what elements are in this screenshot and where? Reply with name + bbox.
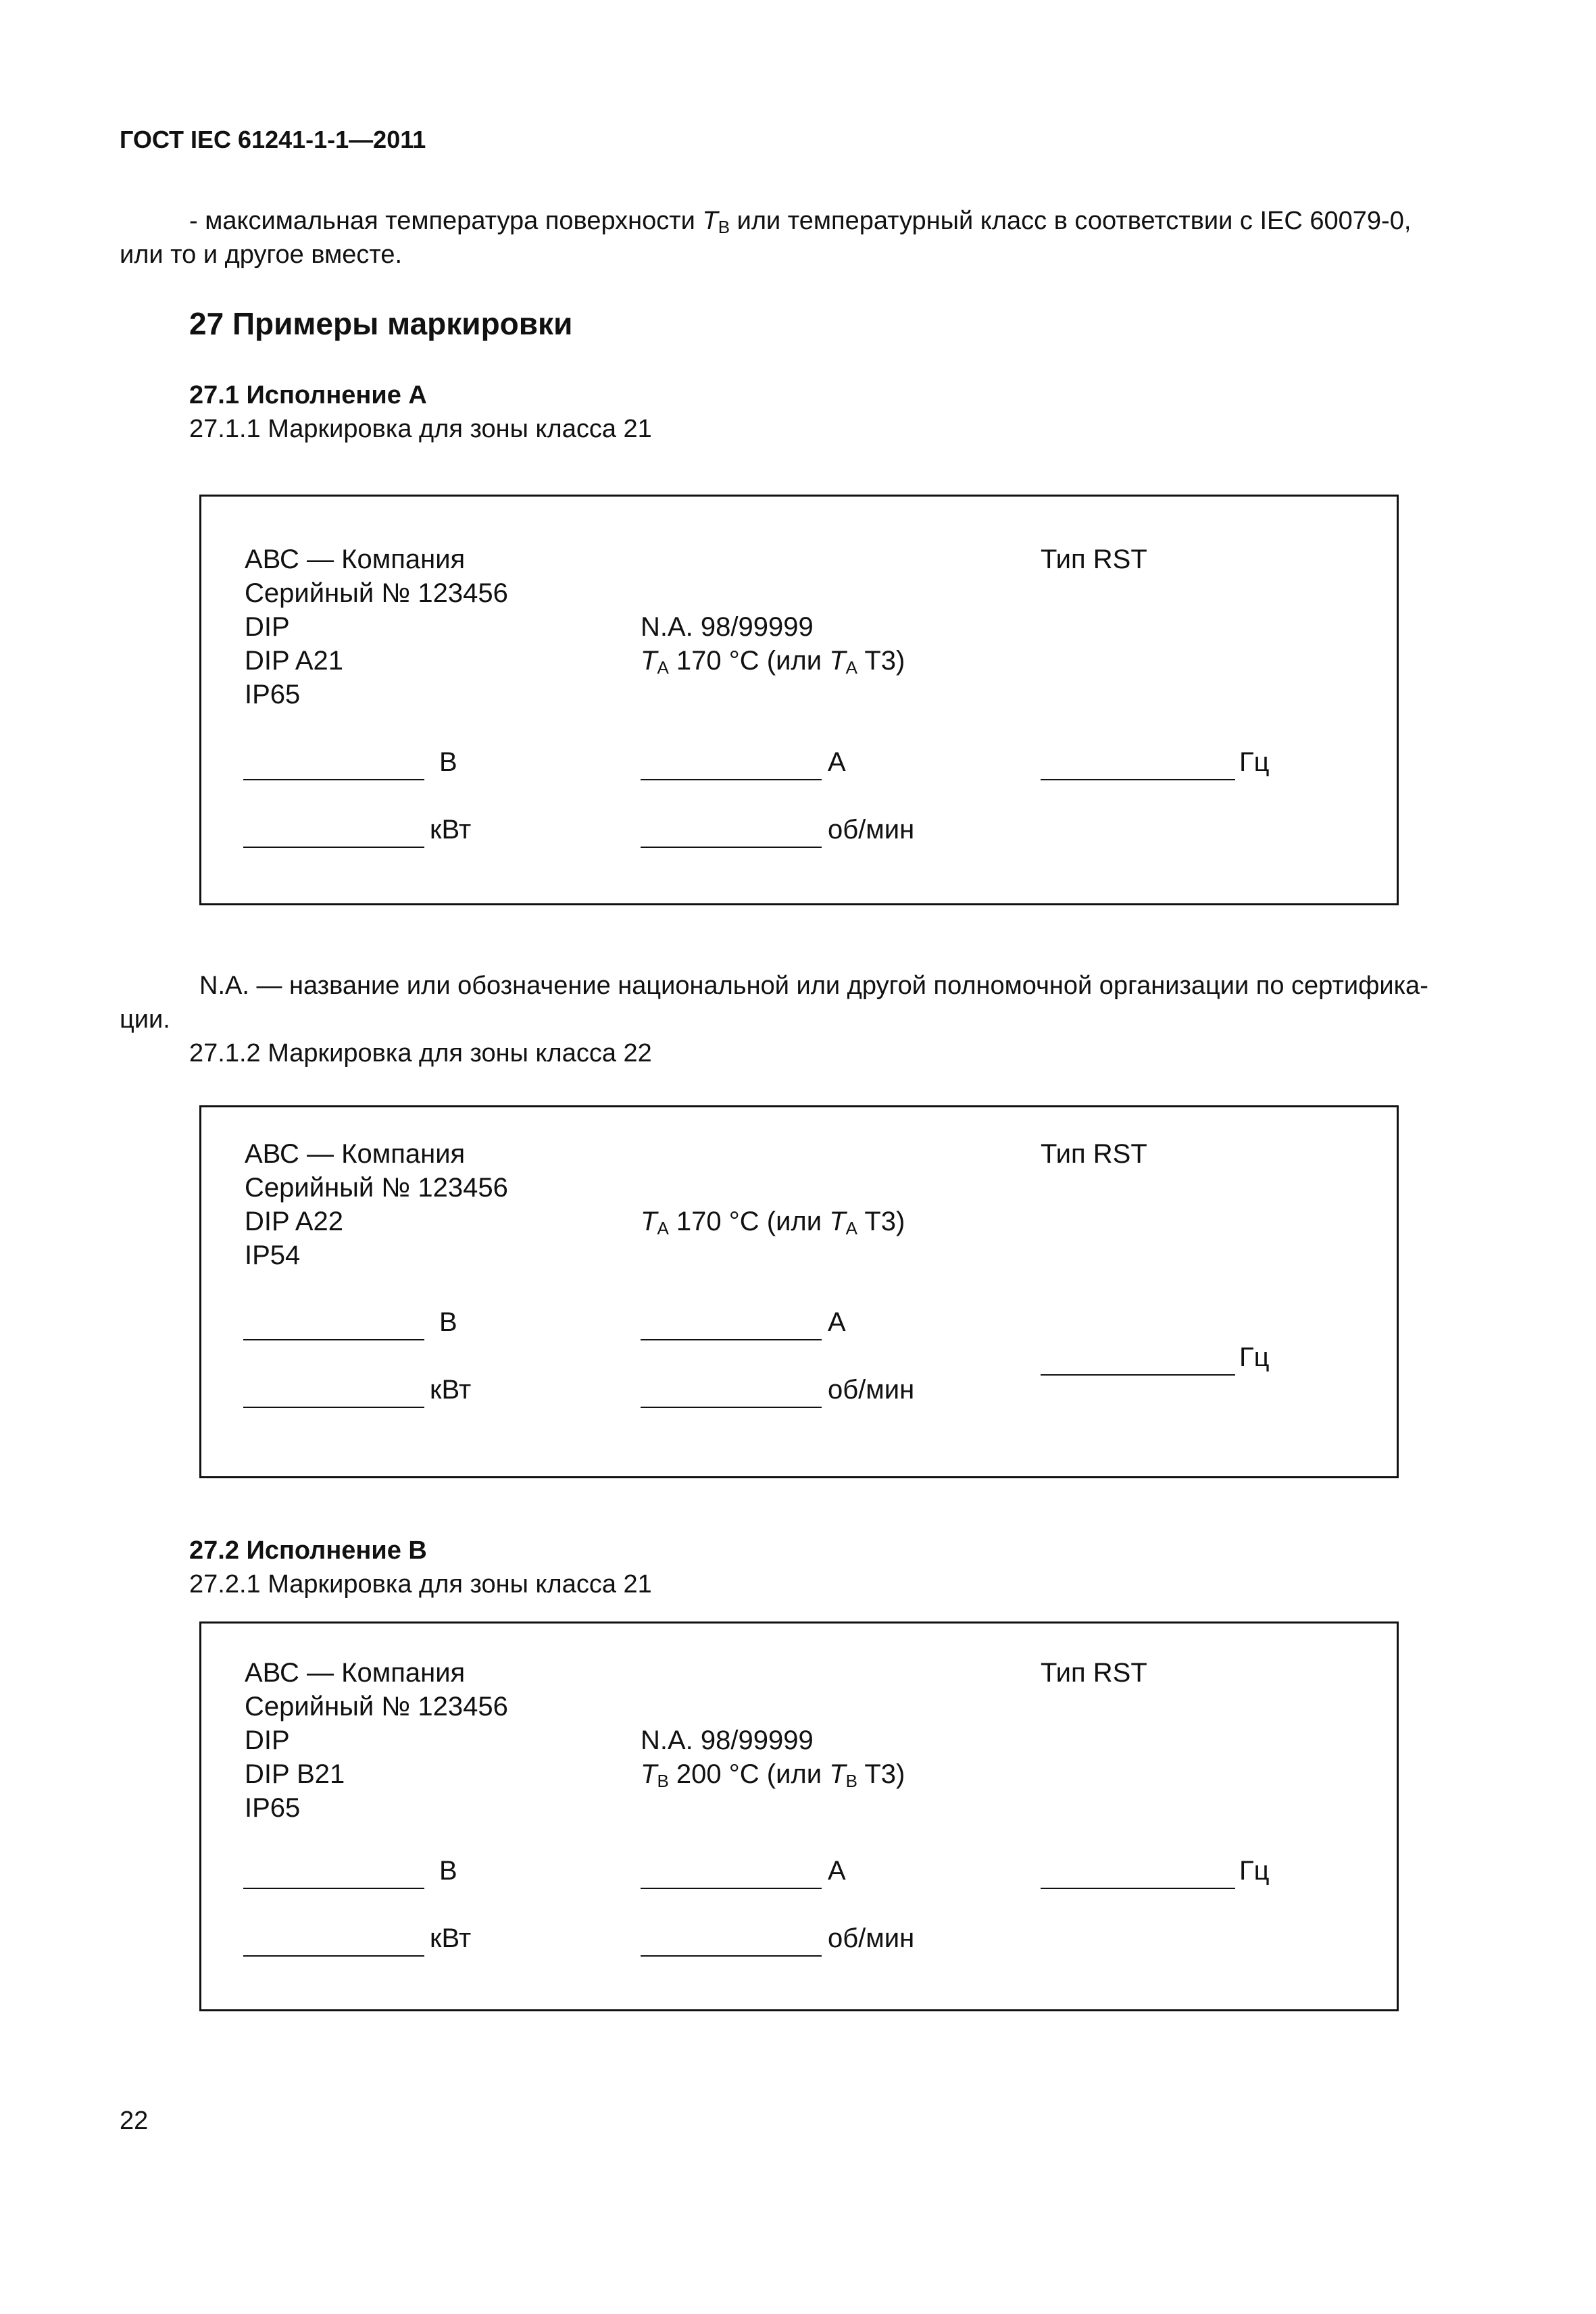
box1-line-4: DIP A21 — [245, 646, 344, 676]
note-line-2: ции. — [120, 1005, 170, 1034]
box3-power-unit: кВт — [430, 1923, 472, 1953]
box1-power-blank — [243, 847, 424, 848]
box1-voltage-unit: В — [439, 747, 457, 777]
box1-current-unit: А — [828, 747, 846, 777]
box1-temp-class: T3) — [857, 646, 905, 676]
box3-current-unit: А — [828, 1856, 846, 1886]
box2-line-4: IP54 — [245, 1240, 301, 1270]
box3-line-5: IP65 — [245, 1793, 301, 1823]
box1-frequency-unit: Гц — [1239, 747, 1270, 777]
box1-t-subscript: A — [657, 657, 669, 678]
box1-t-symbol: T — [641, 646, 657, 676]
box1-voltage-blank — [243, 779, 424, 780]
page-number: 22 — [120, 2107, 149, 2135]
box3-serial: Серийный № 123456 — [245, 1692, 508, 1721]
box2-line-3: DIP A22 — [245, 1207, 344, 1236]
box1-line-3: DIP — [245, 612, 290, 642]
box2-speed-blank — [641, 1407, 822, 1408]
intro-line-1 — [189, 207, 1411, 238]
box3-temp-value: 200 °C (или — [668, 1759, 830, 1789]
box3-temp-class: T3) — [857, 1759, 905, 1789]
box2-current-blank — [641, 1339, 822, 1340]
box1-line-5: IP65 — [245, 680, 301, 709]
box3-company: АВС — Компания — [245, 1658, 466, 1688]
box1-speed-unit: об/мин — [828, 815, 915, 845]
box3-speed-unit: об/мин — [828, 1923, 915, 1953]
box3-t-symbol-2: T — [829, 1759, 846, 1789]
box2-current-unit: А — [828, 1307, 846, 1337]
box2-power-blank — [243, 1407, 424, 1408]
note-line-1: N.A. — название или обозначение национальной или другой полномочной организации по сертифика- — [199, 972, 1428, 1000]
box3-type: Тип RST — [1041, 1658, 1147, 1688]
box2-power-unit: кВт — [430, 1375, 472, 1405]
box3-line-3: DIP — [245, 1726, 290, 1755]
box3-power-blank — [243, 1955, 424, 1957]
box1-type: Тип RST — [1041, 545, 1147, 574]
temperature-symbol: T — [702, 207, 718, 235]
box1-speed-blank — [641, 847, 822, 848]
box3-current-blank — [641, 1888, 822, 1889]
intro-text-a: - максимальная температура поверхности — [189, 207, 703, 235]
subsection-27-2-title: 27.2 Исполнение В — [189, 1536, 427, 1565]
box1-temp-value: 170 °C (или — [668, 646, 830, 676]
box1-temperature — [641, 646, 905, 678]
box1-current-blank — [641, 779, 822, 780]
box3-speed-blank — [641, 1955, 822, 1957]
subsection-27-1-title: 27.1 Исполнение А — [189, 381, 427, 409]
box2-temperature — [641, 1207, 905, 1239]
box2-voltage-blank — [243, 1339, 424, 1340]
box2-t-symbol-2: T — [829, 1207, 846, 1236]
box2-frequency-unit: Гц — [1239, 1342, 1270, 1372]
box3-t-subscript: B — [657, 1771, 669, 1791]
box2-t-symbol: T — [641, 1207, 657, 1236]
box2-speed-unit: об/мин — [828, 1375, 915, 1405]
temperature-subscript: B — [718, 217, 730, 237]
box2-serial: Серийный № 123456 — [245, 1173, 508, 1203]
box1-serial: Серийный № 123456 — [245, 578, 508, 608]
box1-company: АВС — Компания — [245, 545, 466, 574]
box3-t-symbol: T — [641, 1759, 657, 1789]
item-27-1-1: 27.1.1 Маркировка для зоны класса 21 — [189, 415, 652, 443]
box3-na: N.A. 98/99999 — [641, 1726, 814, 1755]
box3-voltage-unit: В — [439, 1856, 457, 1886]
box2-temp-class: T3) — [857, 1207, 905, 1236]
box2-temp-value: 170 °C (или — [668, 1207, 830, 1236]
box3-temperature — [641, 1759, 905, 1792]
item-27-1-2: 27.1.2 Маркировка для зоны класса 22 — [189, 1039, 652, 1067]
box2-t-subscript-2: A — [845, 1218, 857, 1238]
box2-voltage-unit: В — [439, 1307, 457, 1337]
box3-line-4: DIP B21 — [245, 1759, 345, 1789]
box3-frequency-unit: Гц — [1239, 1856, 1270, 1886]
intro-line-2: или то и другое вместе. — [120, 241, 403, 269]
box1-t-subscript-2: A — [845, 657, 857, 678]
box1-na: N.A. 98/99999 — [641, 612, 814, 642]
box2-company: АВС — Компания — [245, 1139, 466, 1169]
box1-power-unit: кВт — [430, 815, 472, 845]
document-code: ГОСТ IEC 61241-1-1—2011 — [120, 126, 426, 153]
box2-type: Тип RST — [1041, 1139, 1147, 1169]
box3-voltage-blank — [243, 1888, 424, 1889]
box3-t-subscript-2: B — [845, 1771, 857, 1791]
box1-frequency-blank — [1041, 779, 1235, 780]
intro-text-b: или температурный класс в соответствии с IEC 60079-0, — [730, 207, 1412, 235]
box2-frequency-blank — [1041, 1374, 1235, 1376]
item-27-2-1: 27.2.1 Маркировка для зоны класса 21 — [189, 1570, 652, 1599]
box2-t-subscript: A — [657, 1218, 669, 1238]
box1-t-symbol-2: T — [829, 646, 846, 676]
box3-frequency-blank — [1041, 1888, 1235, 1889]
section-27-title: 27 Примеры маркировки — [189, 306, 573, 341]
